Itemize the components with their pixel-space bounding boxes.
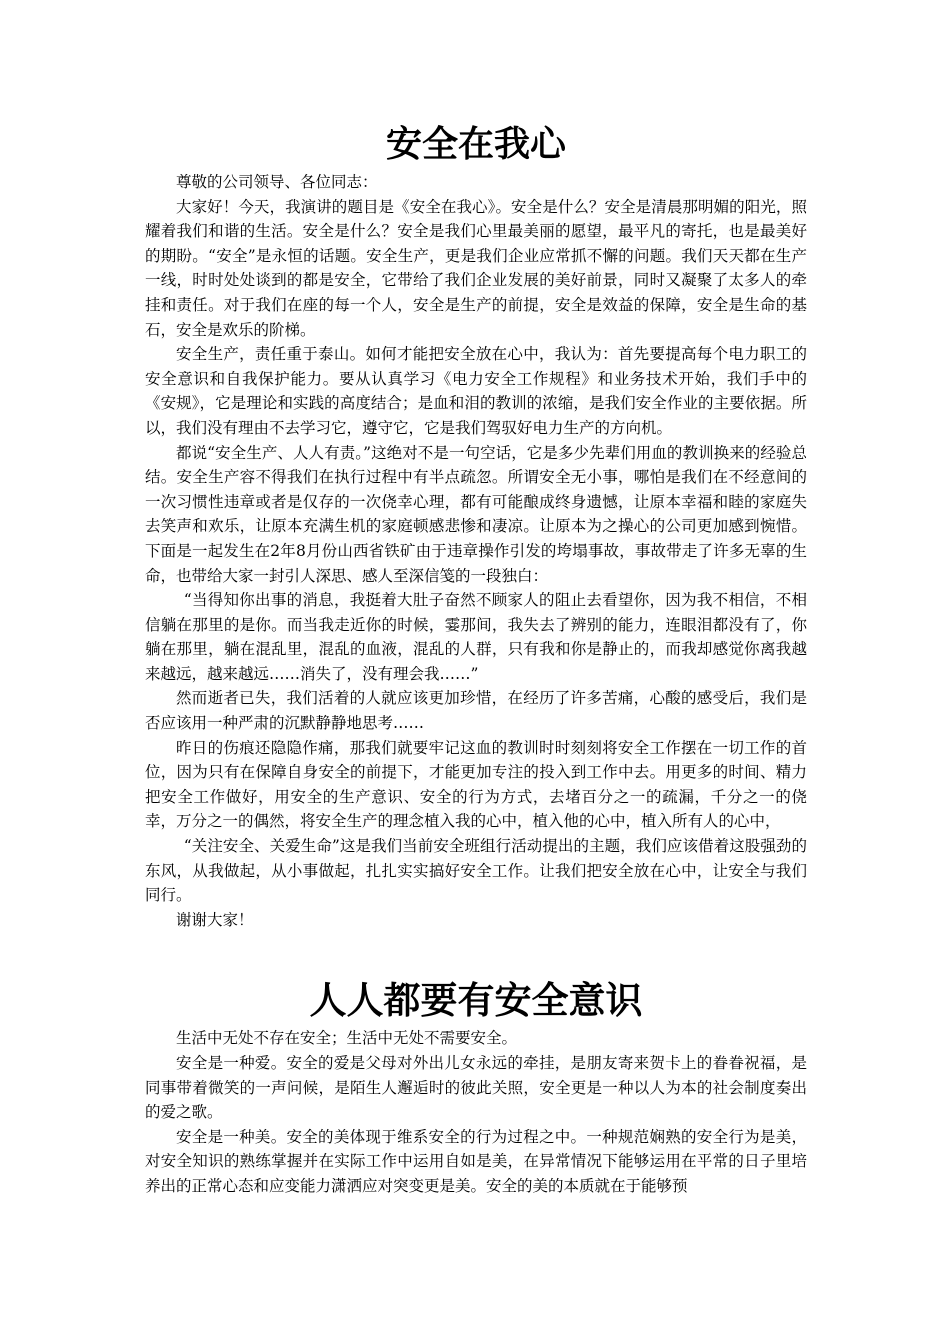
body-paragraph: 安全生产，责任重于泰山。如何才能把安全放在心中，我认为：首先要提高每个电力职工的安全意识和自我保护能力。要从认真学习《电力安全工作规程》和业务技术开始，我们手中的《安规》，它是理论和实践的高度结合；是血和泪的教训的浓缩，是我们安全作业的主要依据。所以，我们没有理由不去学习它，遵守它，它是我们驾驭好电力生产的方向机。 — [145, 345, 807, 437]
salutation: 尊敬的公司领导、各位同志： — [176, 173, 378, 191]
closing-thanks: 谢谢大家！ — [176, 910, 254, 929]
body-paragraph: 安全是一种爱。安全的爱是父母对外出儿女永远的牵挂，是朋友寄来贺卡上的眷眷祝福，是同事带着微笑的一声问候，是陌生人邂逅时的彼此关照，安全更是一种以人为本的社会制度奏出的爱之歌。 — [145, 1054, 807, 1122]
body-paragraph: 昨日的伤痕还隐隐作痛，那我们就要牢记这血的教训时时刻刻将安全工作摆在一切工作的首位，因为只有在保障自身安全的前提下，才能更加专注的投入到工作中去。用更多的时间、精力把安全工作做好，用安全的生产意识、安全的行为方式，去堵百分之一的疏漏，千分之一的侥幸，万分之一的偶然，将安全生产的理念植入我的心中，植入他的心中，植入所有人的心中， — [145, 738, 807, 831]
body-paragraph: 生活中无处不存在安全；生活中无处不需要安全。 — [176, 1029, 518, 1048]
body-paragraph: 都说“安全生产、人人有责。”这绝对不是一句空话，它是多少先辈们用血的教训换来的经验总结。安全生产容不得我们在执行过程中有半点疏忽。所谓安全无小事，哪怕是我们在不经意间的一次习惯性违章或者是仅存的一次侥幸心理，都有可能酿成终身遗憾，让原本幸福和睦的家庭失去笑声和欢乐，让原本充满生机的家庭顿感悲惨和凄凉。让原本为之操心的公司更加感到惋惜。下面是一起发生在2年8月份山西省铁矿由于违章操作引发的垮塌事故，事故带走了许多无辜的生命，也带给大家一封引人深思、感人至深信笺的一段独白： — [145, 443, 807, 585]
body-paragraph: “关注安全、关爱生命”这是我们当前安全班组行活动提出的主题，我们应该借着这股强劲的东风，从我做起，从小事做起，扎扎实实搞好安全工作。让我们把安全放在心中，让安全与我们同行。 — [145, 837, 807, 905]
body-paragraph: 安全是一种美。安全的美体现于维系安全的行为过程之中。一种规范娴熟的安全行为是美，对安全知识的熟练掌握并在实际工作中运用自如是美，在异常情况下能够运用在平常的日子里培养出的正常心态和应变能力潇洒应对突变更是美。安全的美的本质就在于能够预 — [145, 1127, 807, 1195]
body-paragraph: 然而逝者已失，我们活着的人就应该更加珍惜，在经历了许多苦痛，心酸的感受后，我们是否应该用一种严肃的沉默静静地思考…… — [145, 689, 807, 733]
article-title-1: 安全在我心 — [385, 123, 566, 165]
article-title-2: 人人都要有安全意识 — [309, 978, 643, 1023]
body-paragraph: 大家好！今天，我演讲的题目是《安全在我心》。安全是什么？安全是清晨那明媚的阳光，照耀着我们和谐的生活。安全是什么？安全是我们心里最美丽的愿望，最平凡的寄托，也是最美好的期盼。“安全”是永恒的话题。安全生产，更是我们企业应常抓不懈的问题。我们天天都在生产一线，时时处处谈到的都是安全，它带给了我们企业发展的美好前景，同时又凝聚了太多人的牵挂和责任。对于我们在座的每一个人，安全是生产的前提，安全是效益的保障，安全是生命的基石，安全是欢乐的阶梯。 — [145, 197, 807, 339]
quoted-letter: “当得知你出事的消息，我挺着大肚子奋然不顾家人的阻止去看望你，因为我不相信，不相信躺在那里的是你。而当我走近你的时候，霎那间，我失去了辨别的能力，连眼泪都没有了，你躺在那里，躺在混乱里，混乱的血液，混乱的人群，只有我和你是静止的，而我却感觉你离我越来越远，越来越远……消失了，没有理会我……” — [145, 591, 807, 683]
document-page — [145, 118, 807, 1199]
